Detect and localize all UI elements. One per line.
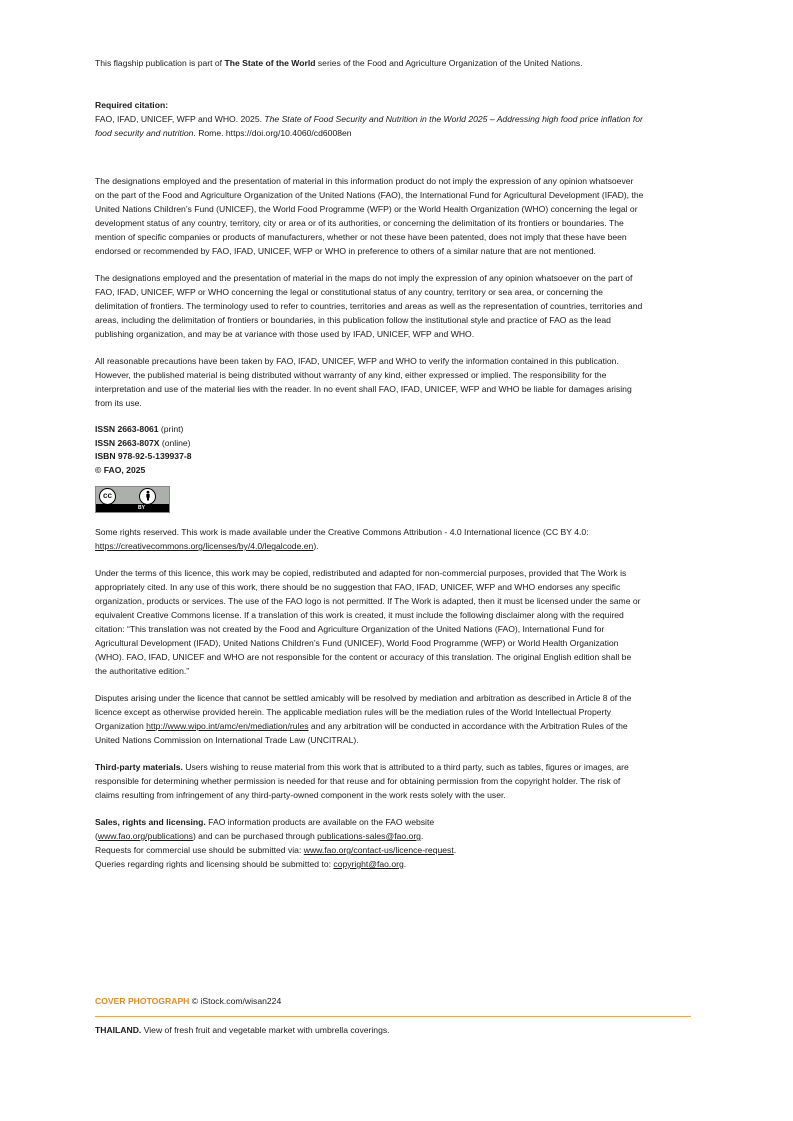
license-terms: Under the terms of this licence, this work may be copied, redistributed and adapted for non-commercial purposes, provided that The Work is appropriately cited. In any use of this work, there should be no suggestion that FAO, IFAD, UNICEF, WFP and WHO endorses any specific organization, products or services. The use of the FAO logo is not permitted. If The Work is adapted, then it must be licensed under the same or equivalent Creative Commons license. If a translation of this work is created, it must include the following disclaimer along with the required citation: “This translation was not created by the Food and Agriculture Organization of the United Nations (FAO), International Fund for Agricultural Development (IFAD), United Nations Children’s Fund (UNICEF), World Food Programme (WFP) or World Health Organization (WHO). FAO, IFAD, UNICEF and WHO are not responsible for the content or accuracy of this translation. The original English edition shall be the authoritative edition.” xyxy=(95,568,641,676)
citation-heading: Required citation: xyxy=(95,100,169,110)
isbn-block: ISSN 2663-8061 (print) ISSN 2663-807X (online) ISBN 978-92-5-139937-8 © FAO, 2025 xyxy=(95,424,192,475)
third-party-text: Third-party materials. Users wishing to reuse material from this work that is attributed to a third party, such as tables, figures or images, are responsible for determining whether permission is needed for that reuse and for obtaining permission from the copyright holder. The risk of claims resulting from infringement of any third-party-owned component in the work rests solely with the user. xyxy=(95,762,629,800)
cover-photo-credit: COVER PHOTOGRAPH © iStock.com/wisan224 xyxy=(95,996,282,1006)
license-text: Some rights reserved. This work is made available under the Creative Commons Attribution - 4.0 International licence (CC BY 4.0: https://creativecommons.org/licenses/by/4.0/legalcode.en). xyxy=(95,527,589,551)
wipo-link[interactable]: http://www.wipo.int/amc/en/mediation/rules xyxy=(146,721,309,731)
citation-text: FAO, IFAD, UNICEF, WFP and WHO. 2025. The State of Food Security and Nutrition in the World 2025 – Addressing high food price inflation for food security and nutrition. Rome. https://doi.org/10.4060/cd6008en xyxy=(95,114,643,138)
disclaimer-paragraph-2: The designations employed and the presentation of material in the maps do not imply the expression of any opinion whatsoever on the part of FAO, IFAD, UNICEF, WFP or WHO concerning the legal or constitutional status of any country, territory or sea area, or concerning the delimitation of frontiers. The terminology used to refer to countries, territories and areas as well as the representation of countries, territories and areas, including the delimitation of frontiers or boundaries, in this publication follow the institutional style and practice of FAO as the lead publishing organization, and may be at variance with those used by IFAD, UNICEF, WFP and WHO. xyxy=(95,273,643,339)
license-link[interactable]: https://creativecommons.org/licenses/by/4.0/legalcode.en xyxy=(95,541,314,551)
disclaimer-paragraph-1: The designations employed and the presentation of material in this information product do not imply the expression of any opinion whatsoever on the part of the Food and Agriculture Organization of the United Nations (FAO), the International Fund for Agricultural Development (IFAD), the United Nations Children’s Fund (UNICEF), the World Food Programme (WFP) or the World Health Organization (WHO) concerning the legal or development status of any country, territory, city or area or of its authorities, or concerning the delimitation of its frontiers or boundaries. The mention of specific companies or products of manufacturers, whether or not these have been patented, does not imply that these have been endorsed or recommended by FAO, IFAD, UNICEF, WFP or WHO in preference to others of a similar nature that are not mentioned. xyxy=(95,176,644,256)
licence-request-link[interactable]: www.fao.org/contact-us/licence-request xyxy=(303,845,454,855)
disclaimer-paragraph-3: All reasonable precautions have been taken by FAO, IFAD, UNICEF, WFP and WHO to verify the information contained in this publication. However, the published material is being distributed without warranty of any kind, either expressed or implied. The responsibility for the interpretation and use of the material lies with the reader. In no event shall FAO, IFAD, UNICEF, WFP and WHO be liable for damages arising from its use. xyxy=(95,356,632,408)
fao-publications-link[interactable]: www.fao.org/publications xyxy=(97,831,193,841)
sales-email-link[interactable]: publications-sales@fao.org xyxy=(317,831,421,841)
by-label: BY xyxy=(138,505,145,511)
cc-by-license-logo xyxy=(95,486,170,513)
attribution-icon xyxy=(139,488,156,505)
cover-caption: THAILAND. View of fresh fruit and vegetable market with umbrella coverings. xyxy=(95,1025,390,1035)
divider xyxy=(95,1016,691,1017)
intro-text: This flagship publication is part of The State of the World series of the Food and Agriculture Organization of the United Nations. xyxy=(95,58,583,68)
cc-icon: cc xyxy=(99,488,116,505)
copyright-page xyxy=(95,56,645,871)
disputes-text: Disputes arising under the licence that cannot be settled amicably will be resolved by mediation and arbitration as described in Article 8 of the licence except as otherwise provided herein. The applicable mediation rules will be the mediation rules of the World Intellectual Property Organization http://www.wipo.int/amc/en/mediation/rules and any arbitration will be conducted in accordance with the Arbitration Rules of the United Nations Commission on International Trade Law (UNCITRAL). xyxy=(95,693,632,745)
series-name: The State of the World xyxy=(224,58,316,68)
sales-text: Sales, rights and licensing. FAO information products are available on the FAO website (www.fao.org/publications) and can be purchased through publications-sales@fao.org. Requests for commercial use should be submitted via: www.fao.org/contact-us/licence-request. Queries regarding rights and licensing should be submitted to: copyright@fao.org. xyxy=(95,817,457,869)
copyright-email-link[interactable]: copyright@fao.org xyxy=(333,859,404,869)
